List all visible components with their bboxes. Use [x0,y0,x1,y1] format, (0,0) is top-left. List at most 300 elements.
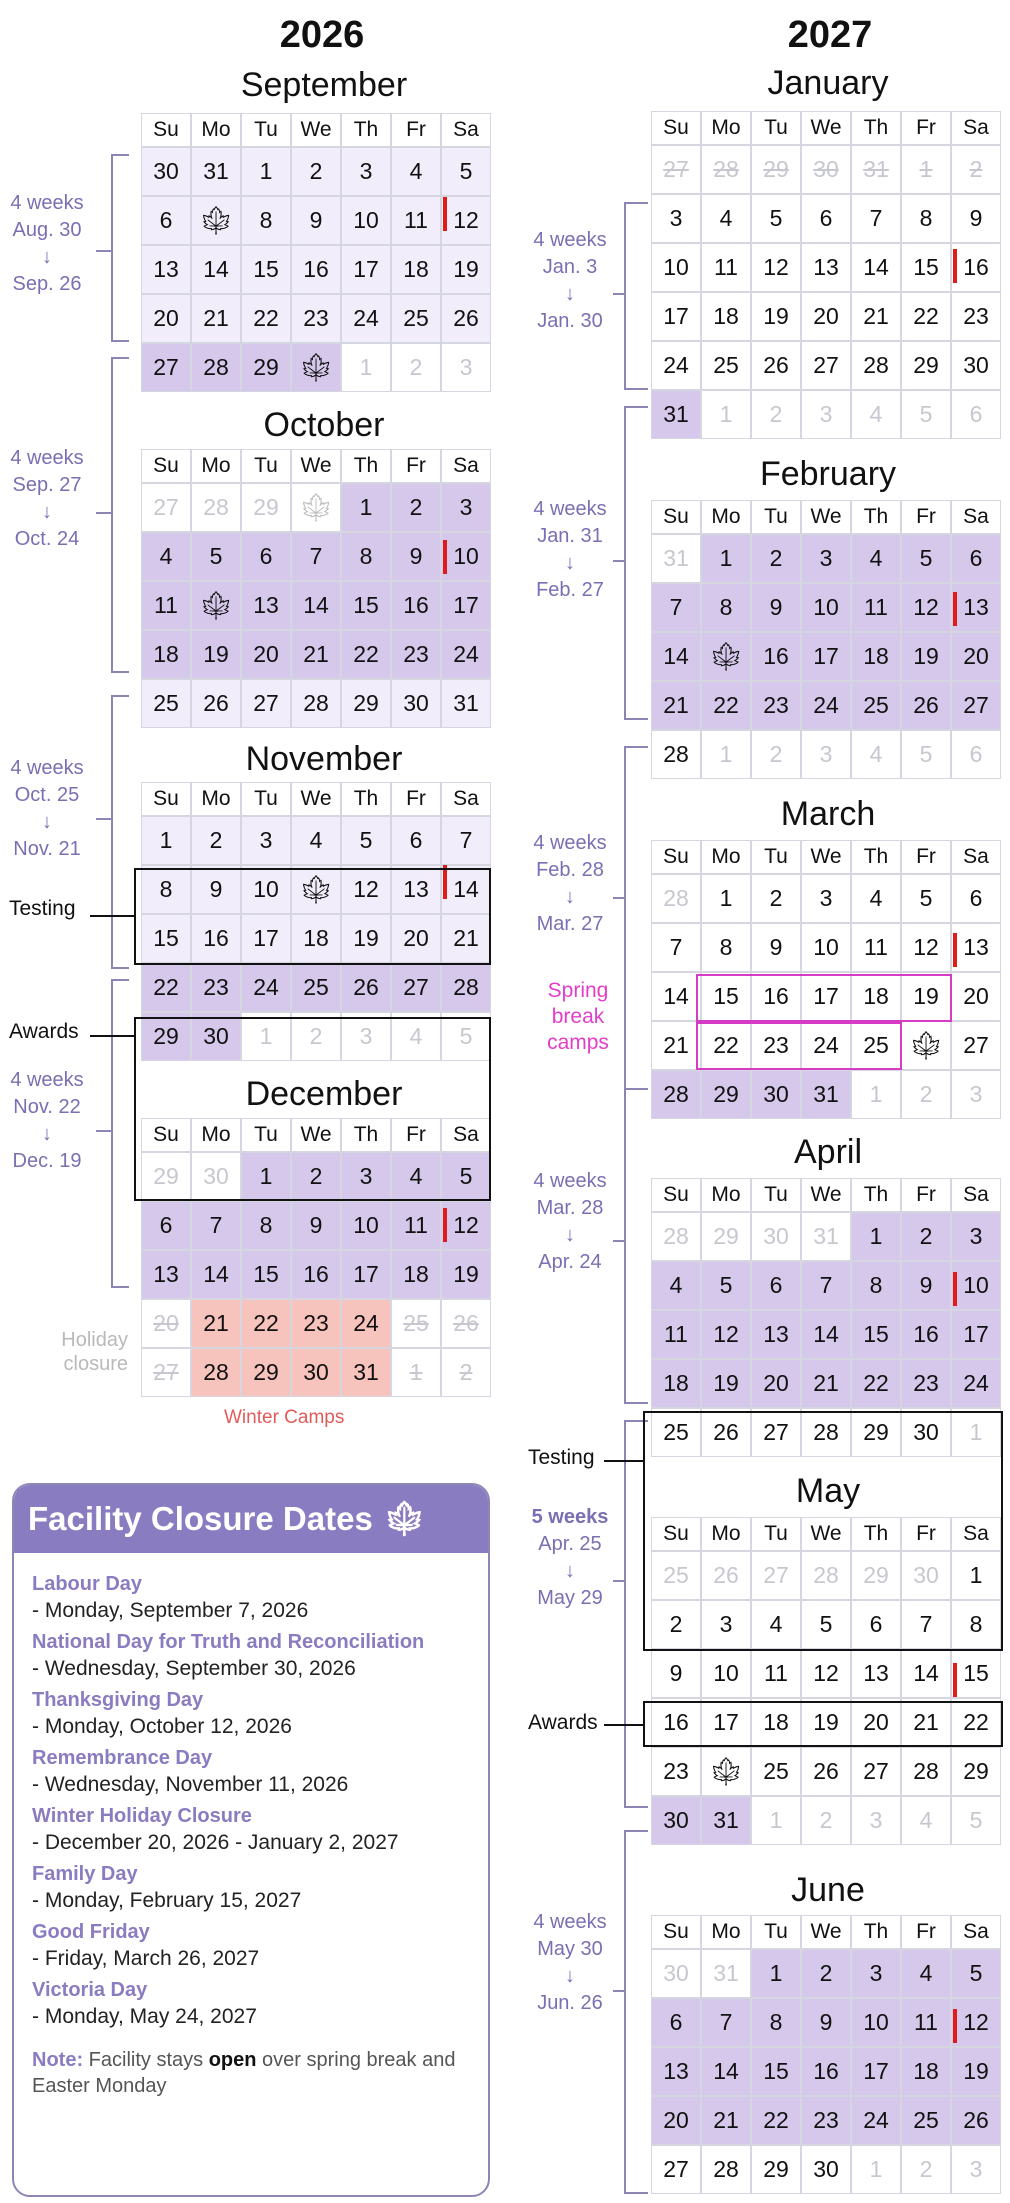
day-cell: 20 [651,2096,701,2145]
day-cell: 26 [751,341,801,390]
block-label-1: 4 weeks Aug. 30 ↓ Sep. 26 [10,192,84,295]
awards-connector [604,1724,644,1726]
day-cell: 4 [901,1949,951,1998]
day-cell: 5 [801,1600,851,1649]
day-cell: 29 [241,483,291,532]
day-cell: 21 [801,1359,851,1408]
day-cell: 28 [851,341,901,390]
weekday-header: We [801,500,851,534]
day-cell: 27 [651,2145,701,2194]
day-cell: 3 [801,534,851,583]
weekday-header: We [801,1517,851,1551]
day-cell: 5 [951,1796,1001,1845]
weekday-header: Fr [901,111,951,145]
holiday-cell [901,1021,951,1070]
day-cell: 1 [901,145,951,194]
day-cell: 16 [191,914,241,963]
weekday-header: Th [851,1178,901,1212]
closure-date: - December 20, 2026 - January 2, 2027 [32,1831,399,1854]
day-cell: 28 [801,1551,851,1600]
day-cell: 14 [191,245,241,294]
day-cell: 13 [241,581,291,630]
day-cell: 29 [751,2145,801,2194]
block-bracket [111,357,129,673]
weekday-header: Tu [241,113,291,147]
testing-box-apr [643,1411,1003,1651]
day-cell: 29 [751,145,801,194]
day-cell: 27 [141,483,191,532]
day-cell: 11 [851,923,901,972]
holiday-cell [191,196,241,245]
block-label-8: 4 weeks Mar. 28 ↓ Apr. 24 [533,1170,607,1273]
weekday-header: Sa [951,111,1001,145]
weekday-header: Fr [901,500,951,534]
maple-leaf-icon: 🍁︎ [382,1500,426,1538]
day-cell: 26 [441,294,491,343]
day-cell: 10 [801,923,851,972]
day-cell: 27 [241,679,291,728]
day-cell: 7 [901,1600,951,1649]
weekday-header: Su [651,1915,701,1949]
weekday-header: Sa [441,449,491,483]
day-cell: 28 [651,1070,701,1119]
weekday-header: Sa [441,113,491,147]
day-cell: 27 [951,1021,1001,1070]
day-cell: 9 [191,865,241,914]
spring-break-box [696,974,952,1022]
day-cell: 1 [851,2145,901,2194]
holiday-closure-label: Holiday closure [61,1329,128,1375]
weekday-header: Su [651,1517,701,1551]
weekday-header: Mo [701,1517,751,1551]
day-cell: 16 [391,581,441,630]
day-cell: 18 [751,1698,801,1747]
closure-name: Thanksgiving Day [32,1689,204,1711]
day-cell: 20 [241,630,291,679]
day-cell: 7 [291,532,341,581]
weekday-header: Sa [951,1178,1001,1212]
day-cell: 11 [651,1310,701,1359]
weekday-header: Tu [751,111,801,145]
day-cell: 3 [851,1949,901,1998]
day-cell: 12 [901,583,951,632]
day-cell: 30 [651,1796,701,1845]
day-cell: 24 [441,630,491,679]
day-cell: 14 [441,865,491,914]
weekday-header: Mo [701,500,751,534]
maple-leaf-icon: 🍁︎ [298,351,334,383]
day-cell: 15 [751,2047,801,2096]
closure-date: - Monday, September 7, 2026 [32,1599,309,1622]
day-cell: 27 [651,145,701,194]
weekday-header: Su [651,111,701,145]
day-cell: 1 [701,534,751,583]
day-cell: 25 [651,1408,701,1457]
day-cell: 11 [851,583,901,632]
day-cell: 17 [651,292,701,341]
day-cell: 6 [141,1201,191,1250]
weekday-header: Sa [951,500,1001,534]
day-cell: 29 [851,1551,901,1600]
day-cell: 25 [391,294,441,343]
closure-name: Victoria Day [32,1979,148,2001]
day-cell: 18 [391,1250,441,1299]
day-cell: 7 [851,194,901,243]
day-cell: 27 [851,1747,901,1796]
day-cell: 1 [751,1949,801,1998]
awards-box-may [643,1701,1003,1747]
day-cell: 29 [141,1012,191,1061]
day-cell: 1 [701,874,751,923]
day-cell: 1 [341,483,391,532]
day-cell: 18 [851,632,901,681]
day-cell: 24 [241,963,291,1012]
weekday-header: Su [651,840,701,874]
closure-date: - Friday, March 26, 2027 [32,1947,260,1970]
day-cell: 6 [951,730,1001,779]
holiday-cell [701,1747,751,1796]
day-cell: 25 [291,963,341,1012]
day-cell: 14 [651,632,701,681]
day-cell: 23 [901,1359,951,1408]
day-cell: 10 [441,532,491,581]
weekday-header: Th [851,1915,901,1949]
day-cell: 23 [751,681,801,730]
day-cell: 2 [651,1600,701,1649]
day-cell: 20 [141,1299,191,1348]
day-cell: 1 [241,1152,291,1201]
weekday-header: We [291,449,341,483]
weekday-header: Mo [191,1118,241,1152]
day-cell: 3 [951,1070,1001,1119]
closure-date: - Monday, February 15, 2027 [32,1889,302,1912]
closure-name: Family Day [32,1863,138,1885]
day-cell: 26 [191,679,241,728]
day-cell: 4 [851,730,901,779]
day-cell: 4 [851,874,901,923]
day-cell: 25 [851,681,901,730]
day-cell: 24 [801,1021,851,1070]
weekday-header: We [291,782,341,816]
maple-leaf-icon: 🍁︎ [198,589,234,621]
day-cell: 9 [291,196,341,245]
day-cell: 6 [241,532,291,581]
day-cell: 3 [341,147,391,196]
day-cell: 9 [651,1649,701,1698]
day-cell: 30 [901,1551,951,1600]
month-title-march: March [780,795,876,833]
day-cell: 16 [751,972,801,1021]
day-cell: 29 [701,1070,751,1119]
day-cell: 8 [141,865,191,914]
weekday-header: Mo [191,113,241,147]
weekday-header: We [291,113,341,147]
day-cell: 31 [851,145,901,194]
day-cell: 21 [441,914,491,963]
closure-note [32,2047,488,2099]
day-cell: 2 [751,390,801,439]
day-cell: 3 [801,730,851,779]
weekday-header: Th [851,500,901,534]
block-bracket [111,154,129,342]
day-cell: 1 [241,147,291,196]
day-cell: 18 [291,914,341,963]
block-label-2: 4 weeks Sep. 27 ↓ Oct. 24 [10,447,84,550]
day-cell: 29 [701,1212,751,1261]
day-cell: 1 [751,1796,801,1845]
month-title-june: June [791,1871,865,1909]
day-cell: 14 [901,1649,951,1698]
day-cell: 12 [951,1998,1001,2047]
day-cell: 6 [951,534,1001,583]
day-cell: 13 [851,1649,901,1698]
day-cell: 28 [651,730,701,779]
weekday-header: Mo [701,1915,751,1949]
day-cell: 3 [801,874,851,923]
day-cell: 9 [751,923,801,972]
weekday-header: Th [341,782,391,816]
week-start-marker [443,540,447,574]
holiday-cell [291,343,341,392]
weekday-header: We [801,1178,851,1212]
day-cell: 23 [191,963,241,1012]
day-cell: 3 [851,1796,901,1845]
day-cell: 25 [141,679,191,728]
day-cell: 9 [391,532,441,581]
day-cell: 6 [951,390,1001,439]
day-cell: 16 [291,1250,341,1299]
day-cell: 6 [851,1600,901,1649]
day-cell: 20 [801,292,851,341]
maple-leaf-icon: 🍁︎ [298,491,334,523]
day-cell: 20 [141,294,191,343]
weekday-header: Mo [701,111,751,145]
day-cell: 5 [191,532,241,581]
day-cell: 23 [291,1299,341,1348]
panel-title: Facility Closure Dates [28,1500,373,1537]
weekday-header: Tu [751,1517,801,1551]
month-title-september: September [240,66,408,104]
day-cell: 4 [391,1012,441,1061]
day-cell: 23 [801,2096,851,2145]
day-cell: 1 [951,1551,1001,1600]
weekday-header: We [801,111,851,145]
month-title-january: January [767,64,889,102]
day-cell: 19 [341,914,391,963]
day-cell: 17 [441,581,491,630]
holiday-cell [191,581,241,630]
day-cell: 2 [291,1012,341,1061]
day-cell: 20 [391,914,441,963]
block-label-4: 4 weeks Nov. 22 ↓ Dec. 19 [10,1069,84,1172]
day-cell: 20 [751,1359,801,1408]
maple-leaf-icon: 🍁︎ [908,1029,944,1061]
day-cell: 28 [701,145,751,194]
day-cell: 10 [341,1201,391,1250]
day-cell: 6 [951,874,1001,923]
weekday-header: Fr [391,1118,441,1152]
day-cell: 9 [901,1261,951,1310]
block-label-10: 4 weeks May 30 ↓ Jun. 26 [533,1911,607,2014]
day-cell: 3 [441,483,491,532]
day-cell: 30 [901,1408,951,1457]
weekday-header: Fr [391,449,441,483]
day-cell: 31 [441,679,491,728]
day-cell: 17 [951,1310,1001,1359]
day-cell: 29 [851,1408,901,1457]
day-cell: 2 [751,730,801,779]
maple-leaf-icon: 🍁︎ [198,204,234,236]
day-cell: 4 [751,1600,801,1649]
month-title-december: December [245,1075,403,1113]
day-cell: 9 [291,1201,341,1250]
week-start-marker [953,1272,957,1306]
day-cell: 22 [901,292,951,341]
day-cell: 20 [951,972,1001,1021]
day-cell: 23 [291,294,341,343]
testing-label: Testing [528,1446,595,1469]
day-cell: 13 [801,243,851,292]
block-label-9: 5 weeks Apr. 25 ↓ May 29 [531,1506,609,1609]
day-cell: 6 [141,196,191,245]
day-cell: 31 [701,1949,751,1998]
weekday-header: Su [141,449,191,483]
day-cell: 31 [801,1212,851,1261]
day-cell: 22 [241,294,291,343]
day-cell: 24 [851,2096,901,2145]
day-cell: 28 [901,1747,951,1796]
day-cell: 24 [341,294,391,343]
day-cell: 5 [441,1152,491,1201]
day-cell: 7 [651,923,701,972]
day-cell: 17 [801,972,851,1021]
day-cell: 3 [701,1600,751,1649]
note-text: Facility stays [83,2049,209,2071]
day-cell: 21 [651,681,701,730]
day-cell: 8 [241,196,291,245]
awards-label: Awards [528,1711,598,1734]
day-cell: 22 [701,681,751,730]
day-cell: 12 [341,865,391,914]
week-start-marker [953,933,957,967]
day-cell: 30 [751,1212,801,1261]
day-cell: 28 [191,483,241,532]
day-cell: 14 [701,2047,751,2096]
day-cell: 15 [341,581,391,630]
day-cell: 8 [901,194,951,243]
day-cell: 28 [191,1348,241,1397]
day-cell: 30 [951,341,1001,390]
closure-name: Good Friday [32,1921,150,1943]
day-cell: 7 [651,583,701,632]
day-cell: 30 [141,147,191,196]
day-cell: 27 [141,1348,191,1397]
day-cell: 21 [851,292,901,341]
day-cell: 23 [751,1021,801,1070]
day-cell: 5 [901,874,951,923]
weekday-header: Su [141,1118,191,1152]
day-cell: 5 [441,147,491,196]
day-cell: 8 [701,583,751,632]
day-cell: 13 [141,1250,191,1299]
day-cell: 12 [751,243,801,292]
week-start-marker [443,197,447,231]
note-text-end: over spring break and Easter Monday [32,2049,456,2097]
testing-connector [90,915,134,917]
spring-break-box [696,1022,902,1070]
day-cell: 28 [191,343,241,392]
closure-name: Remembrance Day [32,1747,213,1769]
day-cell: 28 [701,2145,751,2194]
weekday-header: Mo [701,840,751,874]
day-cell: 24 [651,341,701,390]
day-cell: 15 [851,1310,901,1359]
day-cell: 19 [191,630,241,679]
day-cell: 16 [291,245,341,294]
day-cell: 11 [701,243,751,292]
weekday-header: Su [141,782,191,816]
day-cell: 26 [951,2096,1001,2145]
day-cell: 21 [291,630,341,679]
day-cell: 31 [651,390,701,439]
day-cell: 20 [851,1698,901,1747]
weekday-header: Th [341,1118,391,1152]
day-cell: 4 [651,1261,701,1310]
day-cell: 14 [291,581,341,630]
day-cell: 20 [951,632,1001,681]
day-cell: 4 [291,816,341,865]
day-cell: 22 [851,1359,901,1408]
holiday-cell [701,632,751,681]
closure-date: - Monday, October 12, 2026 [32,1715,292,1738]
month-title-may: May [795,1472,861,1510]
weekday-header: Fr [901,840,951,874]
spring-break-label: Spring break camps [547,979,609,1054]
day-cell: 17 [701,1698,751,1747]
month-title-april: April [793,1133,863,1171]
weekday-header: Fr [901,1915,951,1949]
week-start-marker [953,249,957,283]
day-cell: 6 [651,1998,701,2047]
month-title-october: October [263,406,385,444]
day-cell: 12 [441,1201,491,1250]
maple-leaf-icon: 🍁︎ [298,873,334,905]
day-cell: 5 [701,1261,751,1310]
testing-label: Testing [9,897,76,920]
weekday-header: Fr [901,1517,951,1551]
day-cell: 29 [341,679,391,728]
day-cell: 19 [951,2047,1001,2096]
block-label-3: 4 weeks Oct. 25 ↓ Nov. 21 [10,757,84,860]
day-cell: 27 [141,343,191,392]
day-cell: 2 [901,1070,951,1119]
day-cell: 4 [391,1152,441,1201]
weekday-header: Mo [701,1178,751,1212]
day-cell: 2 [901,1212,951,1261]
weekday-header: Mo [191,782,241,816]
day-cell: 2 [751,534,801,583]
day-cell: 5 [341,816,391,865]
weekday-header: Th [851,840,901,874]
day-cell: 10 [801,583,851,632]
day-cell: 29 [901,341,951,390]
day-cell: 19 [801,1698,851,1747]
day-cell: 29 [141,1152,191,1201]
day-cell: 26 [341,963,391,1012]
day-cell: 7 [441,816,491,865]
closure-name: National Day for Truth and Reconciliation [32,1631,425,1653]
day-cell: 23 [951,292,1001,341]
